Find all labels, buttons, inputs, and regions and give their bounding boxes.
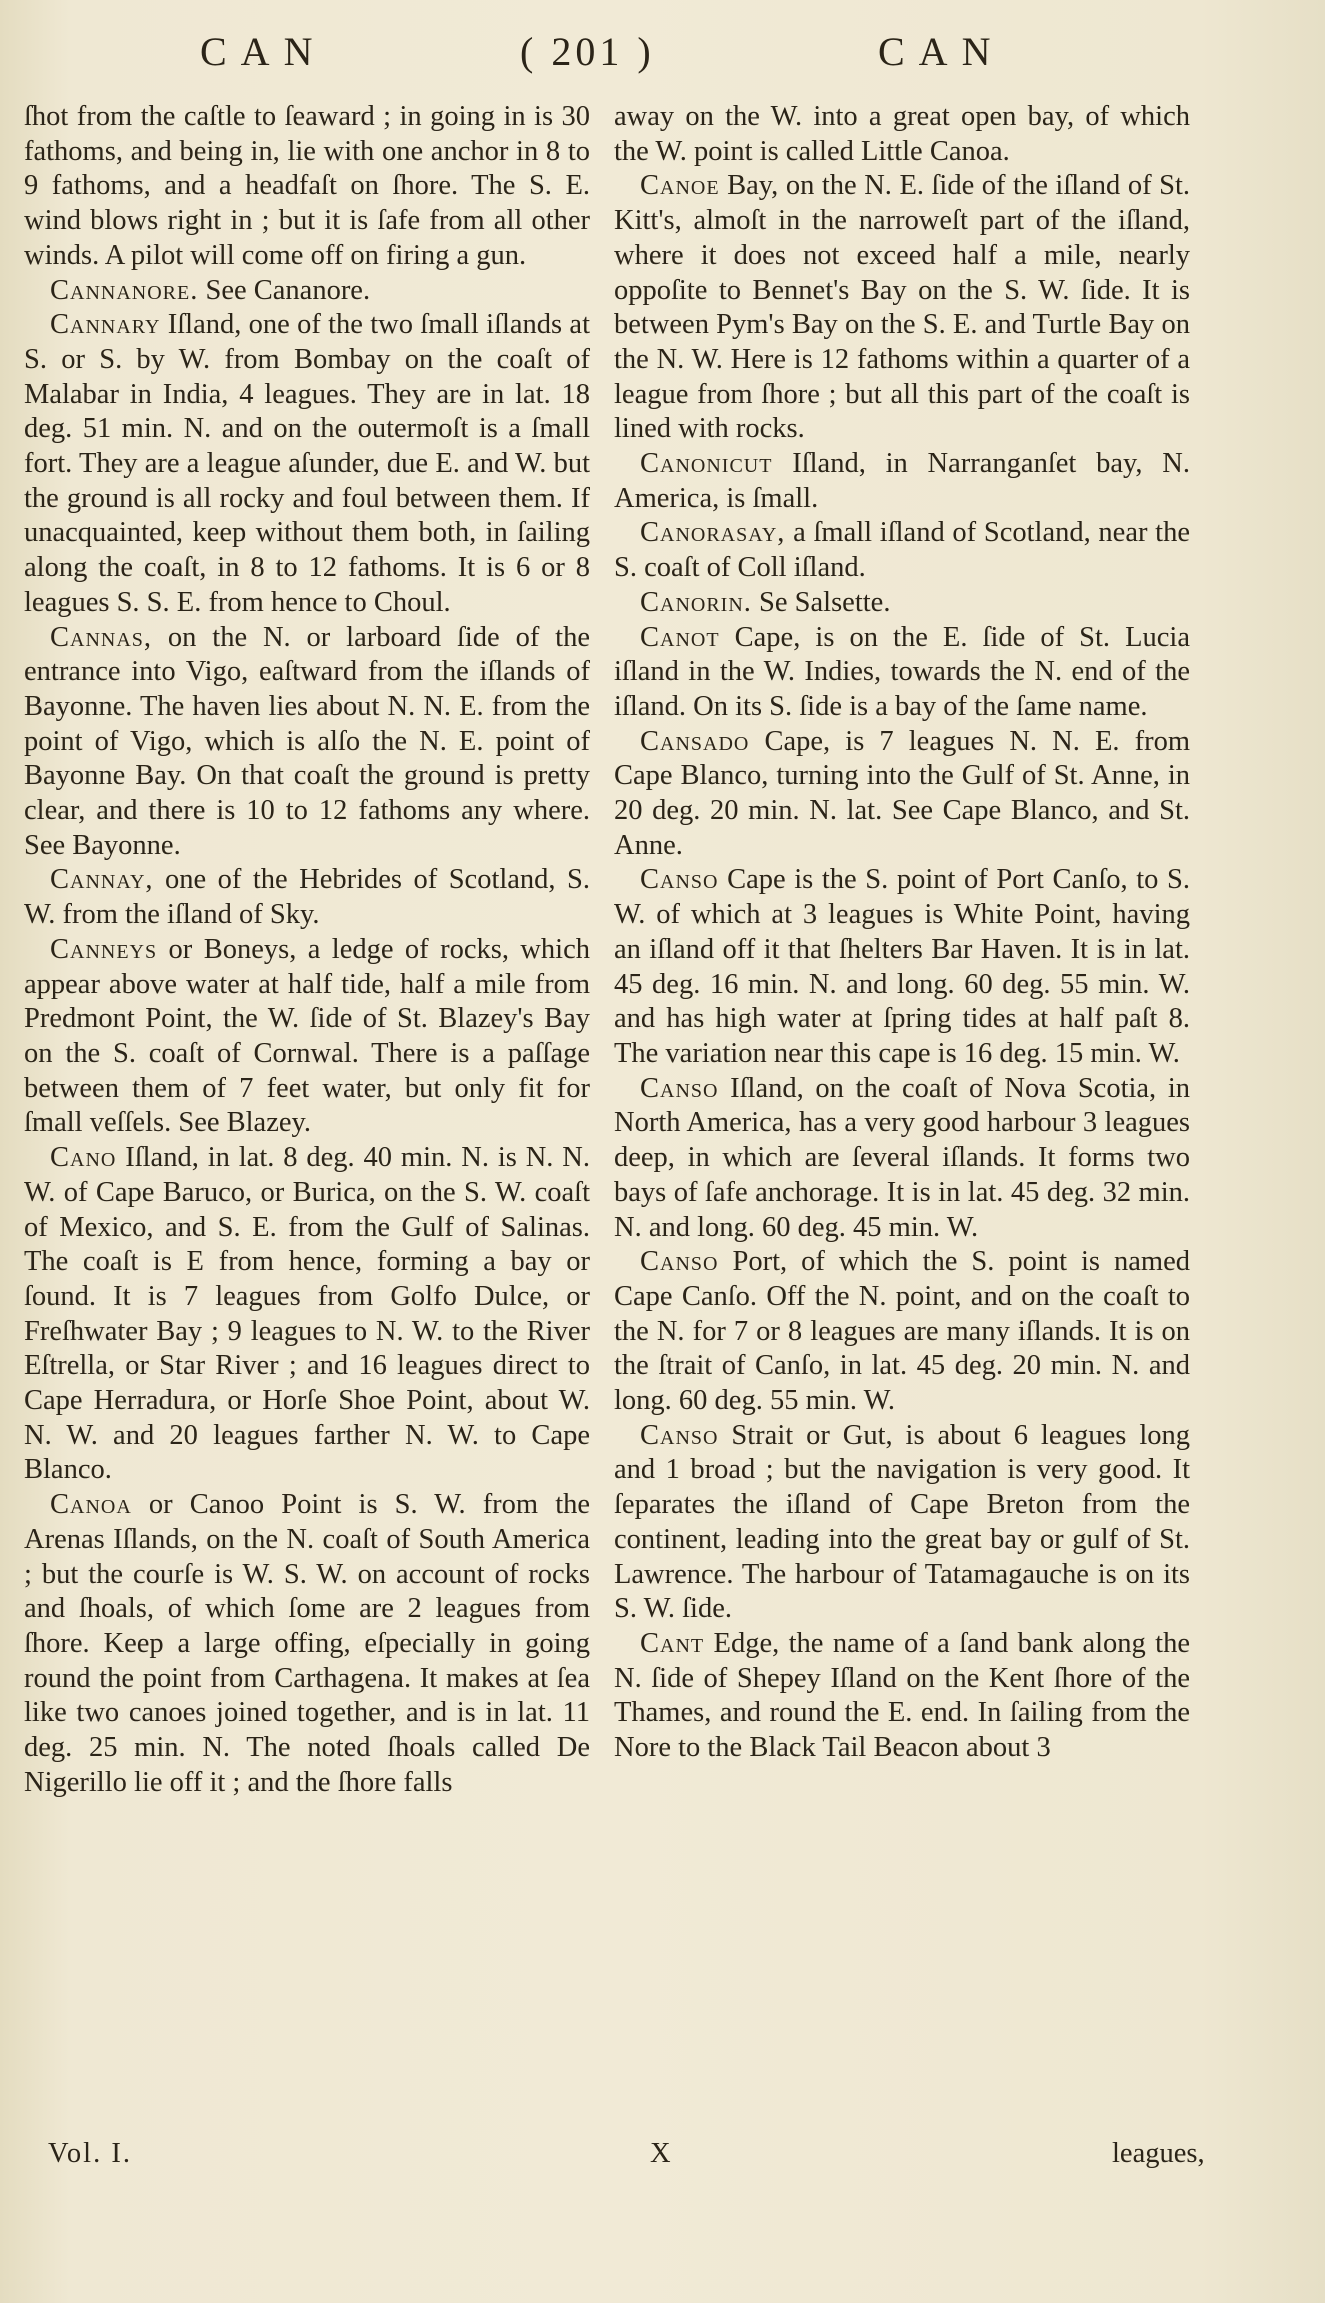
entry: Cannay, one of the Hebrides of Scotland, S. W. from the iſland of Sky. <box>24 864 591 931</box>
entry: Canso Iſland, on the coaſt of Nova Scotia, in North America, has a very good harbour 3 leagues deep, in which are ſeveral iſlands. It forms two bays of ſafe anchorage. It is in lat. 45 deg. 32 min. N. and long. 60 deg. 45 min. W. <box>614 1072 1190 1243</box>
entry: Cannas, on the N. or larboard ſide of the entrance into Vigo, eaſtward from the iſlands of Bayonne. The haven lies about N. N. E. from the point of Vigo, which is alſo the N. E. point of Bayonne Bay. On that coaſt the ground is pretty clear, and there is 10 to 12 fathoms any where. See Bayonne. <box>24 621 590 861</box>
entry-continuation: ſhot from the caſtle to ſeaward ; in going in is 30 fathoms, and being in, lie with one anchor in 8 to 9 fathoms, and a headfaſt on ſhore. The S. E. wind blows right in ; but it is ſafe from all other winds. A pilot will come off on firing a gun. <box>24 101 590 271</box>
entry: Canso Cape is the S. point of Port Canſo, to S. W. of which at 3 leagues is White Point, having an iſland off it that ſhelters Bar Haven. It is in lat. 45 deg. 16 min. N. and long. 60 deg. 55 min. W. and has high water at ſpring tides at half paſt 8. The variation near this cape is 16 deg. 15 min. W. <box>614 864 1191 1069</box>
entry-continuation: away on the W. into a great open bay, of which the W. point is called Little Canoa. <box>614 101 1190 167</box>
right-column <box>614 100 1190 1766</box>
catchword: leagues, <box>1112 2138 1205 2169</box>
entry: Canorasay, a ſmall iſland of Scotland, near the S. coaſt of Coll iſland. <box>614 517 1190 584</box>
entry: Canorin. Se Salsette. <box>640 586 891 618</box>
entry: Cannanore. See Cananore. <box>50 274 371 306</box>
header-left: CAN <box>200 29 327 74</box>
entry: Canoe Bay, on the N. E. ſide of the iſland of St. Kitt's, almoſt in the narroweſt part of the iſland, where it does not exceed half a mile, nearly oppoſite to Bennet's Bay on the S. W. ſide. It is between Pym's Bay on the S. E. and Turtle Bay on the N. W. Here is 12 fathoms within a quarter of a league from ſhore ; but all this part of the coaſt is lined with rocks. <box>614 170 1191 445</box>
entry: Canoa or Canoo Point is S. W. from the Arenas Iſlands, on the N. coaſt of South America ; but the courſe is W. S. W. on account of rocks and ſhoals, of which ſome are 2 leagues from ſhore. Keep a large offing, eſpecially in going round the point from Carthagena. It makes at ſea like two canoes joined together, and is in lat. 11 deg. 25 min. N. The noted ſhoals called De Nigerillo lie off it ; and the ſhore falls <box>24 1489 591 1798</box>
page-number: ( 201 ) <box>520 29 655 74</box>
header-right: CAN <box>878 29 1005 74</box>
entry: Canso Strait or Gut, is about 6 leagues long and 1 broad ; but the navigation is very good. It ſeparates the iſland of Cape Breton from the continent, leading into the great bay or gulf of St. Lawrence. The harbour of Tatamagauche is on its S. W. ſide. <box>614 1419 1190 1625</box>
entry: Cant Edge, the name of a ſand bank along the N. ſide of Shepey Iſland on the Kent ſhore of the Thames, and round the E. end. In ſailing from the Nore to the Black Tail Beacon about 3 <box>614 1627 1190 1764</box>
left-column <box>24 100 590 1800</box>
entry: Cansado Cape, is 7 leagues N. N. E. from Cape Blanco, turning into the Gulf of St. Anne, in 20 deg. 20 min. N. lat. See Cape Blanco, and St. Anne. <box>614 725 1191 861</box>
entry: Cano Iſland, in lat. 8 deg. 40 min. N. is N. N. W. of Cape Baruco, or Burica, on the S. W. coaſt of Mexico, and S. E. from the Gulf of Salinas. The coaſt is E from hence, forming a bay or ſound. It is 7 leagues from Golfo Dulce, or Freſhwater Bay ; 9 leagues to N. W. to the River Eſtrella, or Star River ; and 16 leagues direct to Cape Herradura, or Horſe Shoe Point, about W. N. W. and 20 leagues farther N. W. to Cape Blanco. <box>24 1142 591 1486</box>
signature-mark: X <box>650 2138 671 2169</box>
entry: Canneys or Boneys, a ledge of rocks, which appear above water at half tide, half a mile from Predmont Point, the W. ſide of St. Blazey's Bay on the S. coaſt of Cornwal. There is a paſſage between them of 7 feet water, but only fit for ſmall veſſels. See Blazey. <box>24 933 591 1139</box>
entry: Canot Cape, is on the E. ſide of St. Lucia iſland in the W. Indies, towards the N. end of the iſland. On its S. ſide is a bay of the ſame name. <box>614 621 1191 722</box>
volume-label: Vol. I. <box>48 2138 132 2169</box>
entry: Canso Port, of which the S. point is named Cape Canſo. Off the N. point, and on the coaſt to the N. for 7 or 8 leagues are many iſlands. It is on the ſtrait of Canſo, in lat. 45 deg. 20 min. N. and long. 60 deg. 55 min. W. <box>614 1246 1191 1417</box>
entry: Cannary Iſland, one of the two ſmall iſlands at S. or S. by W. from Bombay on the coaſt of Malabar in India, 4 leagues. They are in lat. 18 deg. 51 min. N. and on the outermoſt is a ſmall fort. They are a league aſunder, due E. and W. but the ground is all rocky and foul between them. If unacquainted, keep without them both, in ſailing along the coaſt, in 8 to 12 fathoms. It is 6 or 8 leagues S. S. E. from hence to Choul. <box>24 309 590 618</box>
running-header <box>0 22 1325 82</box>
entry: Canonicut Iſland, in Narranganſet bay, N. America, is ſmall. <box>614 448 1190 514</box>
